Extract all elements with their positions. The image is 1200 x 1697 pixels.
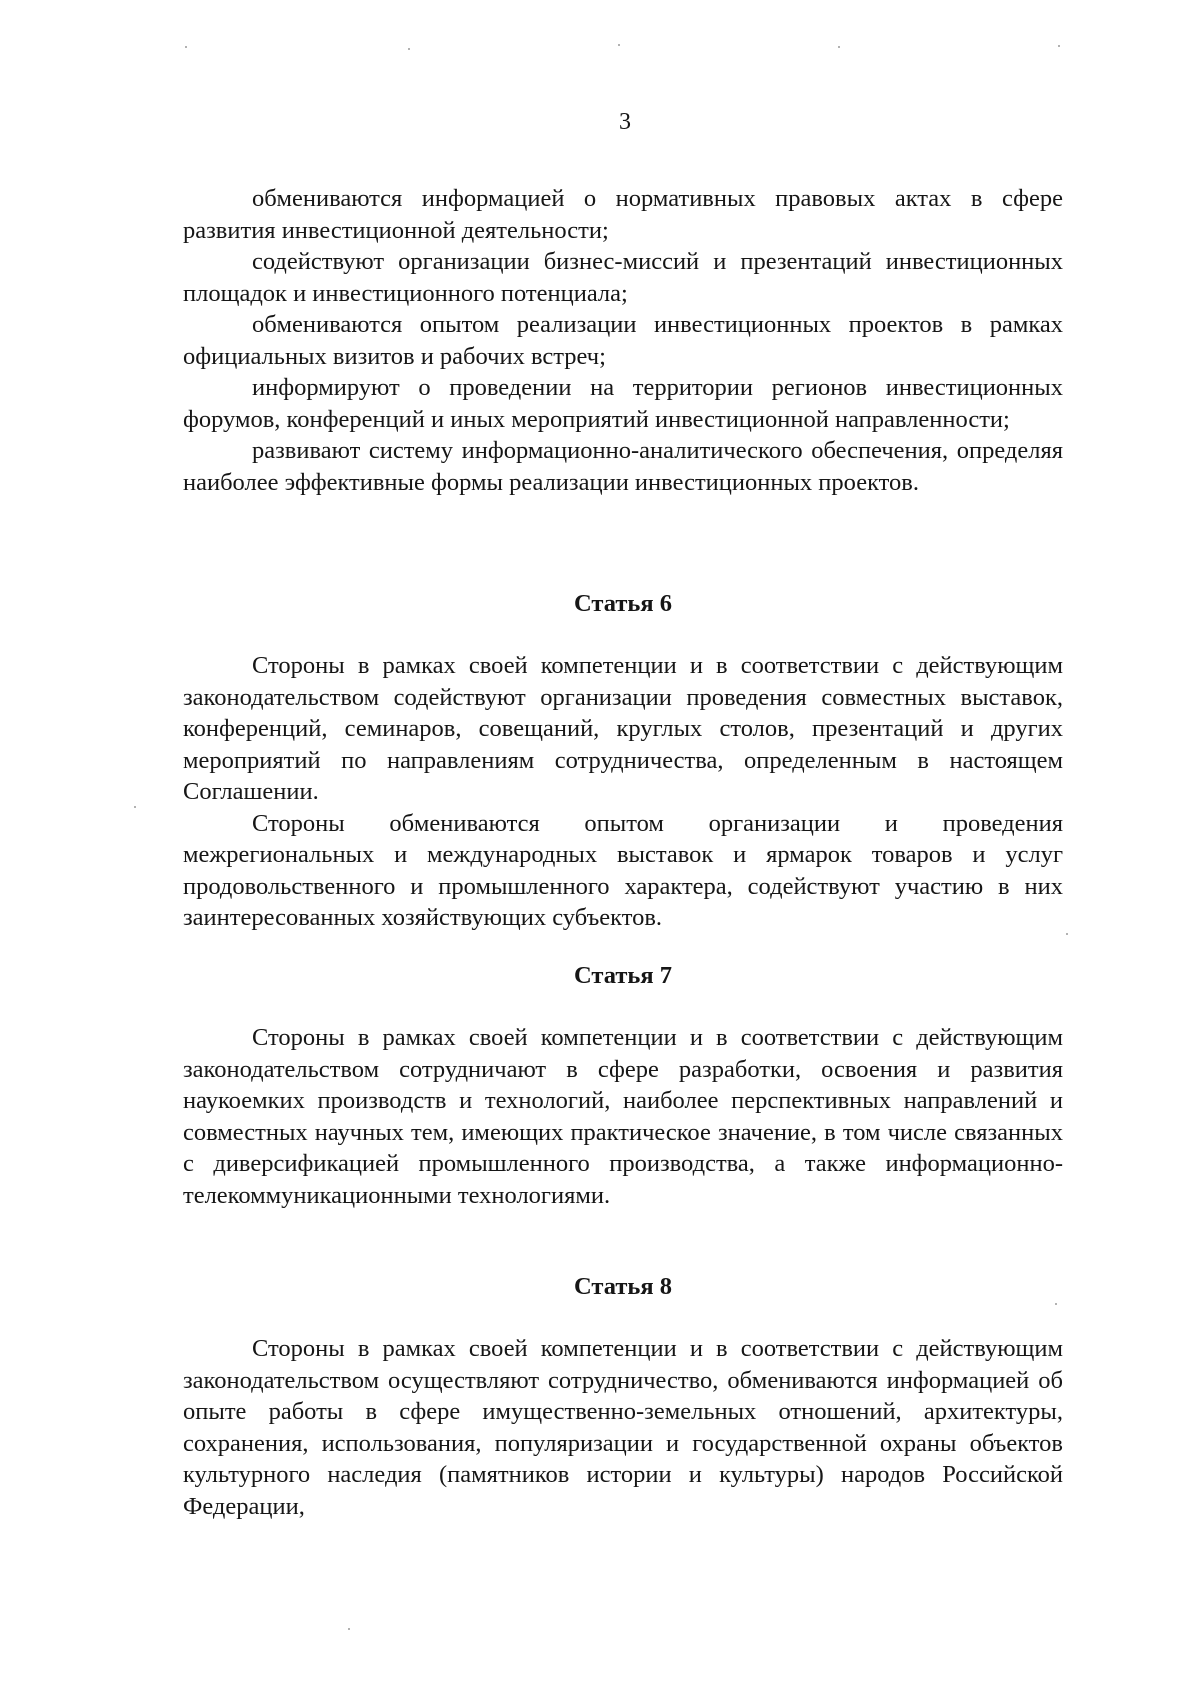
scan-speck [348, 1628, 350, 1630]
article-7-heading: Статья 7 [574, 962, 672, 989]
scan-speck [1066, 933, 1068, 935]
intro-paragraph: развивают систему информационно-аналитического обеспечения, определяя наиболее эффективные формы реализации инвестиционных проектов. [183, 437, 1063, 496]
article-6-body [183, 650, 1063, 934]
article-8-paragraph: Стороны в рамках своей компетенции и в соответствии с действующим законодательством осуществляют сотрудничество, обмениваются информацией об опыте работы в сфере имущественно-земельных отношений, архитектуры, сохранения, использования, популяризации и государственной охраны объектов культурного наследия (памятников истории и культуры) народов Российской Федерации, [183, 1335, 1063, 1520]
article-6-heading: Статья 6 [574, 590, 672, 617]
intro-paragraph: содействуют организации бизнес-миссий и презентаций инвестиционных площадок и инвестиционного потенциала; [183, 248, 1063, 307]
article-6-paragraph: Стороны в рамках своей компетенции и в соответствии с действующим законодательством содействуют организации проведения совместных выставок, конференций, семинаров, совещаний, круглых столов, презентаций и других мероприятий по направлениям сотрудничества, определенным в настоящем Соглашении. [183, 652, 1063, 805]
intro-paragraph: обмениваются опытом реализации инвестиционных проектов в рамках официальных визитов и рабочих встреч; [183, 311, 1063, 370]
article-8-heading: Статья 8 [574, 1273, 672, 1300]
intro-section [183, 183, 1063, 498]
scan-speck [134, 806, 136, 808]
scan-speck [1055, 1303, 1057, 1305]
scan-speck [408, 48, 410, 50]
article-6-paragraph: Стороны обмениваются опытом организации и проведения межрегиональных и международных выставок и ярмарок товаров и услуг продовольственного и промышленного характера, содействуют участию в них заинтересованных хозяйствующих субъектов. [183, 809, 1063, 931]
article-7-body [183, 1022, 1063, 1211]
article-7-paragraph: Стороны в рамках своей компетенции и в соответствии с действующим законодательством сотрудничают в сфере разработки, освоения и развития наукоемких производств и технологий, наиболее перспективных направлений и совместных научных тем, имеющих практическое значение, в том числе связанных с диверсификацией промышленного производства, а также информационно-телекоммуникационными технологиями. [183, 1024, 1063, 1209]
intro-paragraph: информируют о проведении на территории регионов инвестиционных форумов, конференций и иных мероприятий инвестиционной направленности; [183, 374, 1063, 433]
scan-speck [185, 46, 187, 48]
article-8-body [183, 1333, 1063, 1522]
scan-speck [838, 46, 840, 48]
scan-speck [1058, 45, 1060, 47]
intro-paragraph: обмениваются информацией о нормативных правовых актах в сфере развития инвестиционной деятельности; [183, 185, 1063, 244]
page-number: 3 [619, 109, 631, 135]
scan-speck [618, 44, 620, 46]
